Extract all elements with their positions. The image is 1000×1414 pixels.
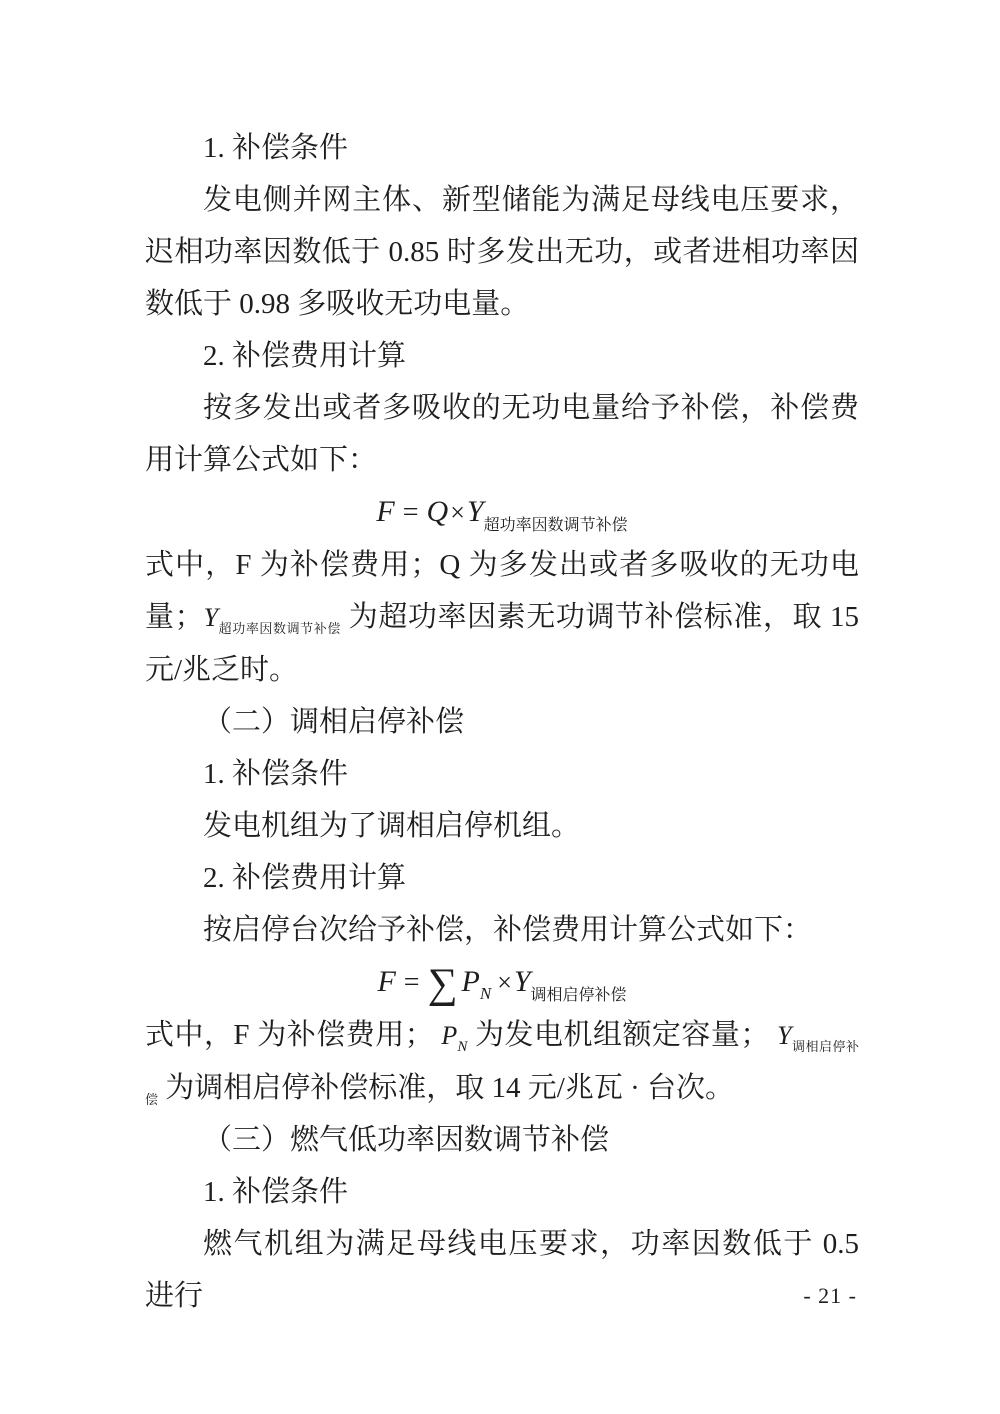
formula1-var-Y: Y — [466, 495, 484, 528]
heading-compensation-fee-calc-2: 2. 补偿费用计算 — [203, 862, 407, 894]
heading-section-2-phase-start-stop: （二）调相启停补偿 — [203, 706, 465, 738]
formula-phase-start-stop-compensation — [145, 956, 859, 1009]
page-number: - 21 - — [803, 1283, 857, 1308]
formula2-sigma-sum: ∑ — [427, 961, 458, 1007]
formula1-var-F: F — [376, 495, 395, 528]
inline-var-P-rated-subscript: N — [457, 1039, 468, 1055]
formula1-equals: = — [402, 497, 419, 528]
para-compensation-condition-3: 燃气机组为满足母线电压要求，功率因数低于 0.5 进行 — [145, 1228, 859, 1312]
inline-var-Y-overpower: Y — [203, 603, 219, 632]
formula2-var-Y: Y — [513, 965, 531, 998]
inline-var-Y-overpower-subscript: 超功率因数调节补偿 — [218, 621, 341, 636]
formula2-explanation-text-a: 式中，F 为补偿费用； — [145, 1019, 442, 1051]
formula1-explanation-text-a: 式中，F 为补偿费用；Q 为多发出或者多吸收的无功电量； — [145, 549, 859, 633]
heading-compensation-condition-3: 1. 补偿条件 — [203, 1176, 349, 1208]
para-compensation-fee-calc-2: 按启停台次给予补偿，补偿费用计算公式如下： — [203, 914, 813, 946]
para-compensation-condition-2: 发电机组为了调相启停机组。 — [203, 810, 581, 842]
para-formula2-explanation — [145, 1009, 859, 1114]
para-compensation-condition-1: 发电侧并网主体、新型储能为满足母线电压要求，迟相功率因数低于 0.85 时多发出无功，或者进相功率因数低于 0.98 多吸收无功电量。 — [145, 184, 859, 320]
inline-var-Y-phase-subscript: 调相启停补偿 — [145, 1039, 859, 1107]
formula1-var-Y-subscript: 超功率因数调节补偿 — [483, 517, 628, 534]
formula2-explanation-text-c: 为调相启停补偿标准，取 14 元/兆瓦 · 台次。 — [158, 1072, 734, 1104]
formula2-multiply-sign: × — [497, 968, 512, 997]
formula2-explanation-text-b: 为发电机组额定容量； — [467, 1019, 778, 1051]
para-formula1-explanation — [145, 539, 859, 696]
document-body — [145, 122, 859, 1322]
formula2-var-P-subscript: N — [479, 984, 492, 1003]
formula1-explanation-text-b: 为超功率因素无功调节补偿标准，取 15 元/兆乏时。 — [145, 601, 859, 686]
para-compensation-fee-calc-1: 按多发出或者多吸收的无功电量给予补偿，补偿费用计算公式如下： — [145, 392, 859, 476]
formula2-var-F: F — [377, 965, 396, 998]
heading-compensation-condition-1: 1. 补偿条件 — [203, 132, 349, 164]
heading-compensation-fee-calc-1: 2. 补偿费用计算 — [203, 340, 407, 372]
formula2-var-P: P — [461, 965, 480, 998]
formula1-var-Q: Q — [426, 495, 449, 528]
heading-compensation-condition-2: 1. 补偿条件 — [203, 758, 349, 790]
heading-section-3-gas-low-power-factor: （三）燃气低功率因数调节补偿 — [203, 1124, 610, 1156]
inline-var-P-rated: P — [441, 1021, 458, 1050]
formula1-multiply-sign: × — [450, 498, 465, 527]
inline-var-Y-phase: Y — [777, 1021, 792, 1050]
formula2-var-Y-subscript: 调相启停补偿 — [530, 987, 627, 1004]
formula2-equals: = — [403, 967, 420, 998]
formula-overpower-factor-compensation — [145, 486, 859, 539]
